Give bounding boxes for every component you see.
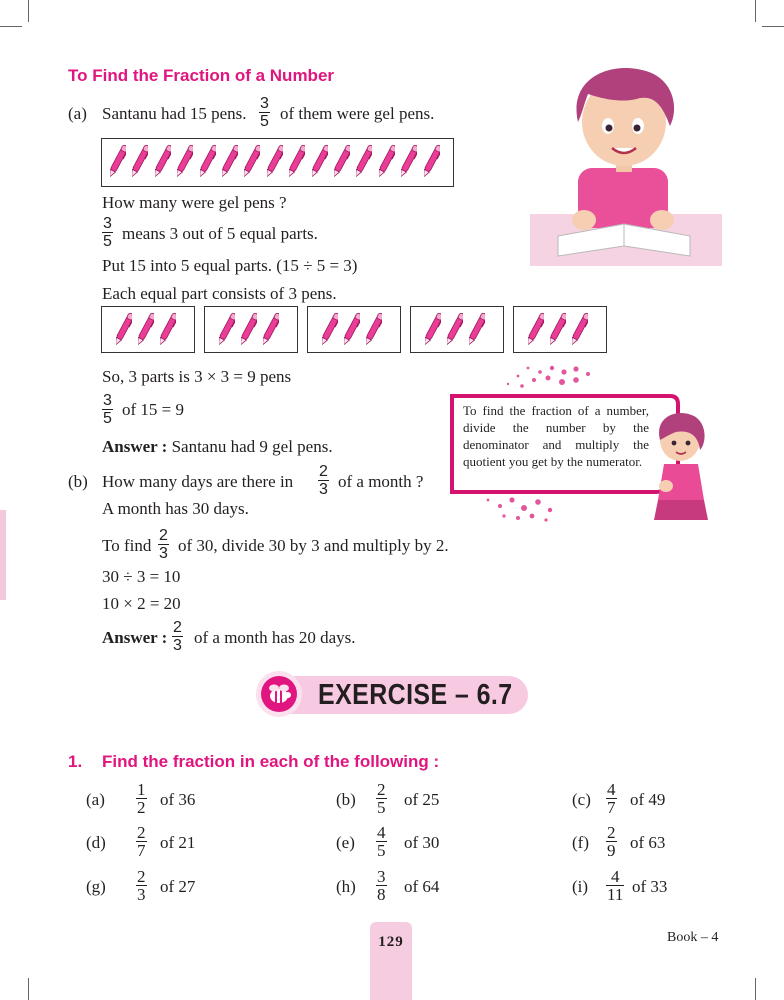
- item-text: of 63: [630, 833, 666, 852]
- pen-icon: [222, 142, 238, 180]
- item-label: (e): [336, 833, 355, 852]
- pen-icon: [110, 142, 126, 180]
- pen-icon: [263, 310, 279, 348]
- item-text: of 27: [160, 877, 196, 896]
- boy-reading-illustration: [530, 60, 722, 272]
- page-number: 129: [378, 934, 404, 950]
- item-fraction: $\frac{4}{5}$: [377, 823, 386, 860]
- pen-icon: [132, 142, 148, 180]
- pen-group: [204, 306, 298, 353]
- fraction: $\frac{3}{5}$: [260, 95, 269, 130]
- part-b-label: (b): [68, 472, 88, 491]
- fraction: $\frac{3}{5}$: [103, 215, 112, 250]
- item-fraction: $\frac{2}{9}$: [607, 823, 616, 860]
- part-b-question: How many days are there in: [102, 472, 294, 491]
- pen-icon: [425, 310, 441, 348]
- crop-mark: [28, 978, 29, 1000]
- item-fraction: $\frac{4}{11}$: [607, 867, 624, 904]
- part-a-intro: Santanu had 15 pens.: [102, 104, 247, 123]
- item-label: (b): [336, 790, 356, 809]
- pen-icon: [469, 310, 485, 348]
- pen-icon: [424, 142, 440, 180]
- pen-icon: [334, 142, 350, 180]
- pen-icon: [572, 310, 588, 348]
- pen-icon: [528, 310, 544, 348]
- question-text: Find the fraction in each of the following :: [102, 752, 440, 771]
- item-label: (g): [86, 877, 106, 896]
- item-fraction: $\frac{2}{3}$: [137, 867, 146, 904]
- fraction: $\frac{2}{3}$: [173, 619, 182, 654]
- part-a-intro-tail: of them were gel pens.: [280, 104, 435, 123]
- pen-icon: [177, 142, 193, 180]
- pen-icon: [200, 142, 216, 180]
- tofind-tail: of 30, divide 30 by 3 and multiply by 2.: [178, 536, 449, 555]
- pen-icon: [241, 310, 257, 348]
- left-edge-mark: [0, 510, 6, 600]
- item-text: of 33: [632, 877, 668, 896]
- pen-icon: [344, 310, 360, 348]
- pen-icon: [322, 310, 338, 348]
- section-title: To Find the Fraction of a Number: [68, 66, 335, 85]
- book-label: Book – 4: [667, 930, 719, 945]
- item-text: of 36: [160, 790, 196, 809]
- pen-icon: [267, 142, 283, 180]
- fraction: $\frac{2}{3}$: [319, 463, 328, 498]
- step-2: 10 × 2 = 20: [102, 594, 181, 613]
- pen-icon: [379, 142, 395, 180]
- crop-mark: [0, 26, 22, 27]
- step-1: 30 ÷ 3 = 10: [102, 567, 181, 586]
- of-15-text: of 15 = 9: [122, 400, 184, 419]
- pen-icon: [155, 142, 171, 180]
- item-label: (c): [572, 790, 591, 809]
- tofind-text: To find: [102, 536, 152, 555]
- pen-icon: [447, 310, 463, 348]
- pen-icon: [219, 310, 235, 348]
- crop-mark: [755, 978, 756, 1000]
- pen-icon: [550, 310, 566, 348]
- item-fraction: $\frac{1}{2}$: [137, 780, 146, 817]
- pen-strip: [101, 138, 454, 187]
- pen-icon: [312, 142, 328, 180]
- means-text: means 3 out of 5 equal parts.: [122, 224, 318, 243]
- item-text: of 49: [630, 790, 666, 809]
- fraction: $\frac{3}{5}$: [103, 392, 112, 427]
- item-text: of 64: [404, 877, 440, 896]
- question-number: 1.: [68, 752, 83, 771]
- pen-icon: [138, 310, 154, 348]
- pen-icon: [401, 142, 417, 180]
- part-b-question-tail: of a month ?: [338, 472, 424, 491]
- pen-icon: [160, 310, 176, 348]
- item-fraction: $\frac{2}{7}$: [137, 823, 146, 860]
- item-label: (i): [572, 877, 589, 896]
- item-text: of 25: [404, 790, 440, 809]
- item-fraction: $\frac{3}{8}$: [377, 867, 386, 904]
- answer-b-label: Answer :: [102, 628, 168, 647]
- answer-a: Answer : Santanu had 9 gel pens.: [102, 437, 333, 456]
- pen-group: [513, 306, 607, 353]
- pen-icon: [356, 142, 372, 180]
- pen-icon: [244, 142, 260, 180]
- tip-text: To find the fraction of a number, divide the number by the denominator and multiply the quotient you get by the numerator.: [463, 403, 649, 469]
- crop-mark: [755, 0, 756, 22]
- so-text: So, 3 parts is 3 × 3 = 9 pens: [102, 367, 292, 386]
- answer-b-text: of a month has 20 days.: [194, 628, 356, 647]
- fraction: $\frac{2}{3}$: [159, 527, 168, 562]
- girl-illustration: [648, 410, 712, 522]
- bee-icon: [263, 678, 295, 710]
- item-label: (a): [86, 790, 105, 809]
- pen-icon: [116, 310, 132, 348]
- each-text: Each equal part consists of 3 pens.: [102, 284, 337, 303]
- put-text: Put 15 into 5 equal parts. (15 ÷ 5 = 3): [102, 256, 358, 275]
- crop-mark: [28, 0, 29, 22]
- part-a-label: (a): [68, 104, 87, 123]
- item-fraction: $\frac{4}{7}$: [607, 780, 616, 817]
- pen-icon: [366, 310, 382, 348]
- pen-icon: [289, 142, 305, 180]
- item-label: (d): [86, 833, 106, 852]
- month-text: A month has 30 days.: [102, 499, 249, 518]
- exercise-title: EXERCISE – 6.7: [318, 679, 513, 711]
- pen-group: [307, 306, 401, 353]
- item-label: (f): [572, 833, 589, 852]
- question-gel: How many were gel pens ?: [102, 193, 287, 212]
- pen-group: [101, 306, 195, 353]
- item-fraction: $\frac{2}{5}$: [377, 780, 386, 817]
- item-text: of 21: [160, 833, 196, 852]
- crop-mark: [762, 26, 784, 27]
- item-label: (h): [336, 877, 356, 896]
- item-text: of 30: [404, 833, 440, 852]
- pen-group: [410, 306, 504, 353]
